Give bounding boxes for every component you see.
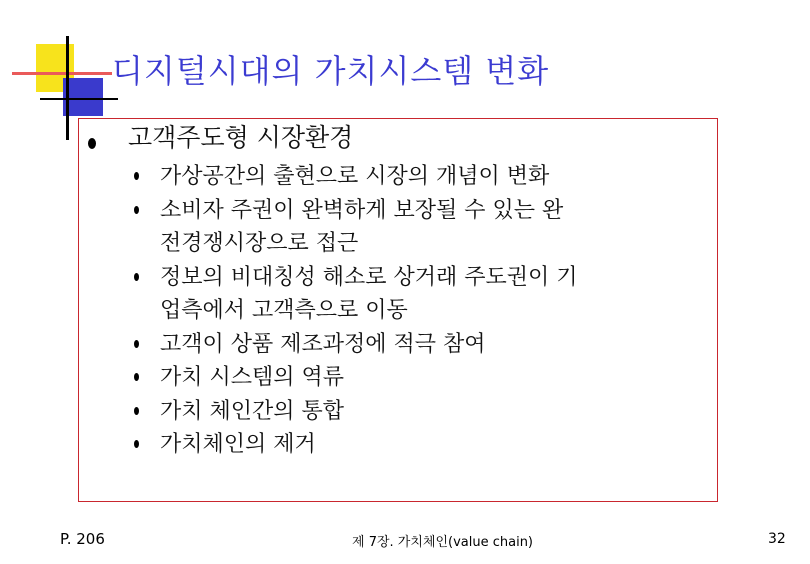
footer-page-reference: P. 206 xyxy=(60,530,105,548)
sub-point-text: 고객이 상품 제조과정에 적극 참여 xyxy=(160,331,486,357)
footer-chapter: 제 7장. 가치체인(value chain) xyxy=(352,535,534,550)
sub-point xyxy=(134,361,714,395)
bullet-icon xyxy=(134,206,139,214)
sub-point xyxy=(134,160,714,194)
logo-blue-square xyxy=(63,78,103,116)
sub-point-text: 가치체인의 제거 xyxy=(160,432,316,457)
sub-point xyxy=(134,261,714,328)
bullet-icon xyxy=(134,407,139,415)
bullet-icon xyxy=(134,373,139,381)
slide-title: 디지털시대의 가치시스템 변화 xyxy=(112,52,550,90)
sub-point-text-continued: 업측에서 고객측으로 이동 xyxy=(160,298,408,323)
main-point: 고객주도형 시장환경 xyxy=(128,123,354,152)
sub-point xyxy=(134,328,714,362)
bullet-icon xyxy=(134,340,139,348)
main-bullet-icon xyxy=(88,138,96,149)
bullet-icon xyxy=(134,273,139,281)
sub-point-text: 가치 시스템의 역류 xyxy=(160,365,345,390)
logo-red-line xyxy=(12,72,112,75)
sub-point-text: 가치 체인간의 통합 xyxy=(160,398,345,424)
bullet-icon xyxy=(134,440,139,448)
logo-horizontal-line xyxy=(40,98,118,100)
sub-point-text: 가상공간의 출현으로 시장의 개념이 변화 xyxy=(160,164,550,189)
sub-point xyxy=(134,428,714,462)
sub-point xyxy=(134,395,714,429)
sub-point xyxy=(134,194,714,261)
bullet-icon xyxy=(134,172,139,180)
sub-point-text: 정보의 비대칭성 해소로 상거래 주도권이 기 xyxy=(160,264,578,290)
sub-point-text-continued: 전경쟁시장으로 접근 xyxy=(160,231,359,256)
logo-vertical-line xyxy=(66,36,69,140)
footer-slide-number: 32 xyxy=(768,531,786,547)
sub-point-text: 소비자 주권이 완벽하게 보장될 수 있는 완 xyxy=(160,197,564,223)
sub-point-list xyxy=(134,160,714,462)
